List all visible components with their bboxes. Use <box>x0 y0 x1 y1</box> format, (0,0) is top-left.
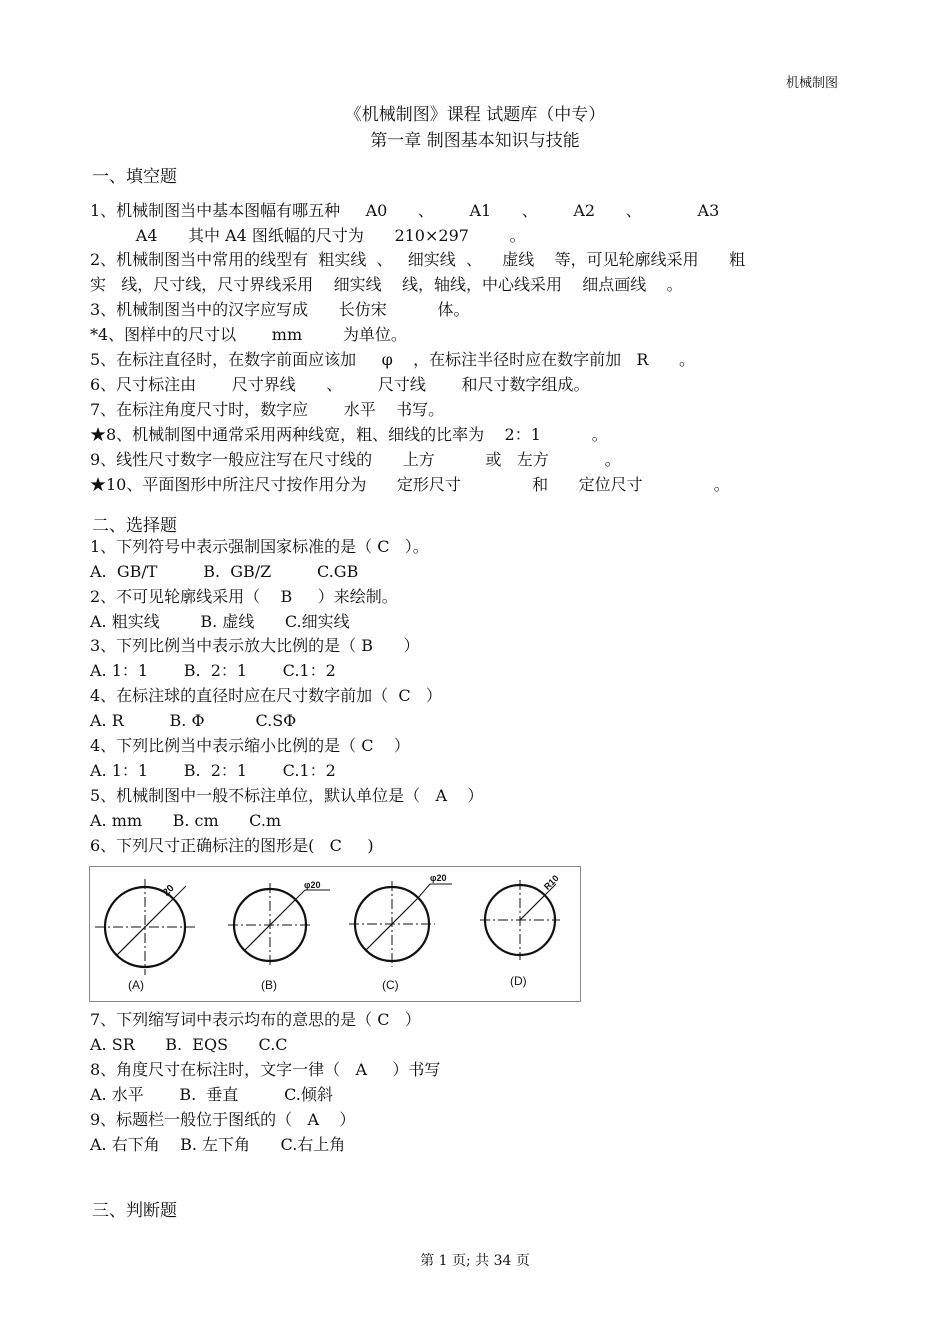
question-line: A4 其中 A4 图纸幅的尺寸为 210×297 。 <box>90 226 526 245</box>
question-line: 1、机械制图当中基本图幅有哪五种 A0 、 A1 、 A2 、 A3 <box>90 201 720 220</box>
choice-line: A. R B. Φ C.SΦ <box>90 711 297 730</box>
running-header: 机械制图 <box>785 76 838 91</box>
figure-a <box>95 879 195 975</box>
choice-line: 6、下列尺寸正确标注的图形是( C ) <box>90 836 374 855</box>
choice-line: 2、不可见轮廓线采用（ B ）来绘制。 <box>90 587 398 606</box>
option-label-a: (A) <box>128 978 144 992</box>
section-heading-fill-blank: 一、填空题 <box>92 167 177 187</box>
option-label-d: (D) <box>510 974 527 988</box>
choice-line: 3、下列比例当中表示放大比例的是（ B ） <box>90 636 420 655</box>
document-title: 《机械制图》课程 试题库（中专） <box>344 105 606 125</box>
question-line: 3、机械制图当中的汉字应写成 长仿宋 体。 <box>90 300 470 319</box>
dim-label-d: R10 <box>541 873 561 892</box>
dim-label-b: φ20 <box>304 880 321 890</box>
choice-line: A. 粗实线 B. 虚线 C.细实线 <box>90 612 350 631</box>
dim-label-a: 20 <box>160 882 177 899</box>
dimension-figure-svg <box>90 867 580 1001</box>
choice-line: 4、在标注球的直径时应在尺寸数字前加（ C ） <box>90 686 442 705</box>
choice-line: A. 1：1 B. 2：1 C.1：2 <box>90 761 336 780</box>
choice-line: 4、下列比例当中表示缩小比例的是（ C ） <box>90 736 410 755</box>
choice-line: 5、机械制图中一般不标注单位，默认单位是（ A ） <box>90 786 484 805</box>
chapter-title: 第一章 制图基本知识与技能 <box>370 131 580 151</box>
choice-line: 7、下列缩写词中表示均布的意思的是（ C ） <box>90 1010 421 1029</box>
question-line: 2、机械制图当中常用的线型有 粗实线 、 细实线 、 虚线 等，可见轮廓线采用 粗 <box>90 250 746 269</box>
question-line: 实 线，尺寸线，尺寸界线采用 细实线 线，轴线，中心线采用 细点画线 。 <box>90 275 683 294</box>
question-line: 7、在标注角度尺寸时，数字应 水平 书写。 <box>90 400 445 419</box>
question-line: *4、图样中的尺寸以 mm 为单位。 <box>90 325 407 344</box>
question-line: ★8、机械制图中通常采用两种线宽，粗、细线的比率为 2：1 。 <box>90 425 608 444</box>
section-heading-multiple-choice: 二、选择题 <box>92 516 177 536</box>
choice-line: 1、下列符号中表示强制国家标准的是（ C ）。 <box>90 537 429 556</box>
dimension-figure <box>89 866 581 1002</box>
choice-line: 9、标题栏一般位于图纸的（ A ） <box>90 1110 356 1129</box>
question-line: 9、线性尺寸数字一般应注写在尺寸线的 上方 或 左方 。 <box>90 450 621 469</box>
choice-line: A. mm B. cm C.m <box>90 811 282 830</box>
section-heading-true-false: 三、判断题 <box>92 1201 177 1221</box>
figure-b <box>228 883 330 967</box>
question-line: 6、尺寸标注由 尺寸界线 、 尺寸线 和尺寸数字组成。 <box>90 375 590 394</box>
choice-line: A. GB/T B. GB/Z C.GB <box>90 562 359 581</box>
choice-line: A. 1：1 B. 2：1 C.1：2 <box>90 661 336 680</box>
page-footer: 第 1 页; 共 34 页 <box>420 1253 530 1269</box>
option-label-b: (B) <box>261 978 277 992</box>
choice-line: A. 水平 B. 垂直 C.倾斜 <box>90 1085 333 1104</box>
choice-line: 8、角度尺寸在标注时，文字一律（ A ）书写 <box>90 1060 441 1079</box>
choice-line: A. SR B. EQS C.C <box>90 1035 288 1054</box>
question-line: 5、在标注直径时，在数字前面应该加 φ ，在标注半径时应在数字前加 R 。 <box>90 350 695 369</box>
figure-c <box>349 881 452 967</box>
question-line: ★10、平面图形中所注尺寸按作用分为 定形尺寸 和 定位尺寸 。 <box>90 475 730 494</box>
choice-line: A. 右下角 B. 左下角 C.右上角 <box>90 1135 346 1154</box>
dim-label-c: φ20 <box>430 873 447 883</box>
option-label-c: (C) <box>382 978 399 992</box>
